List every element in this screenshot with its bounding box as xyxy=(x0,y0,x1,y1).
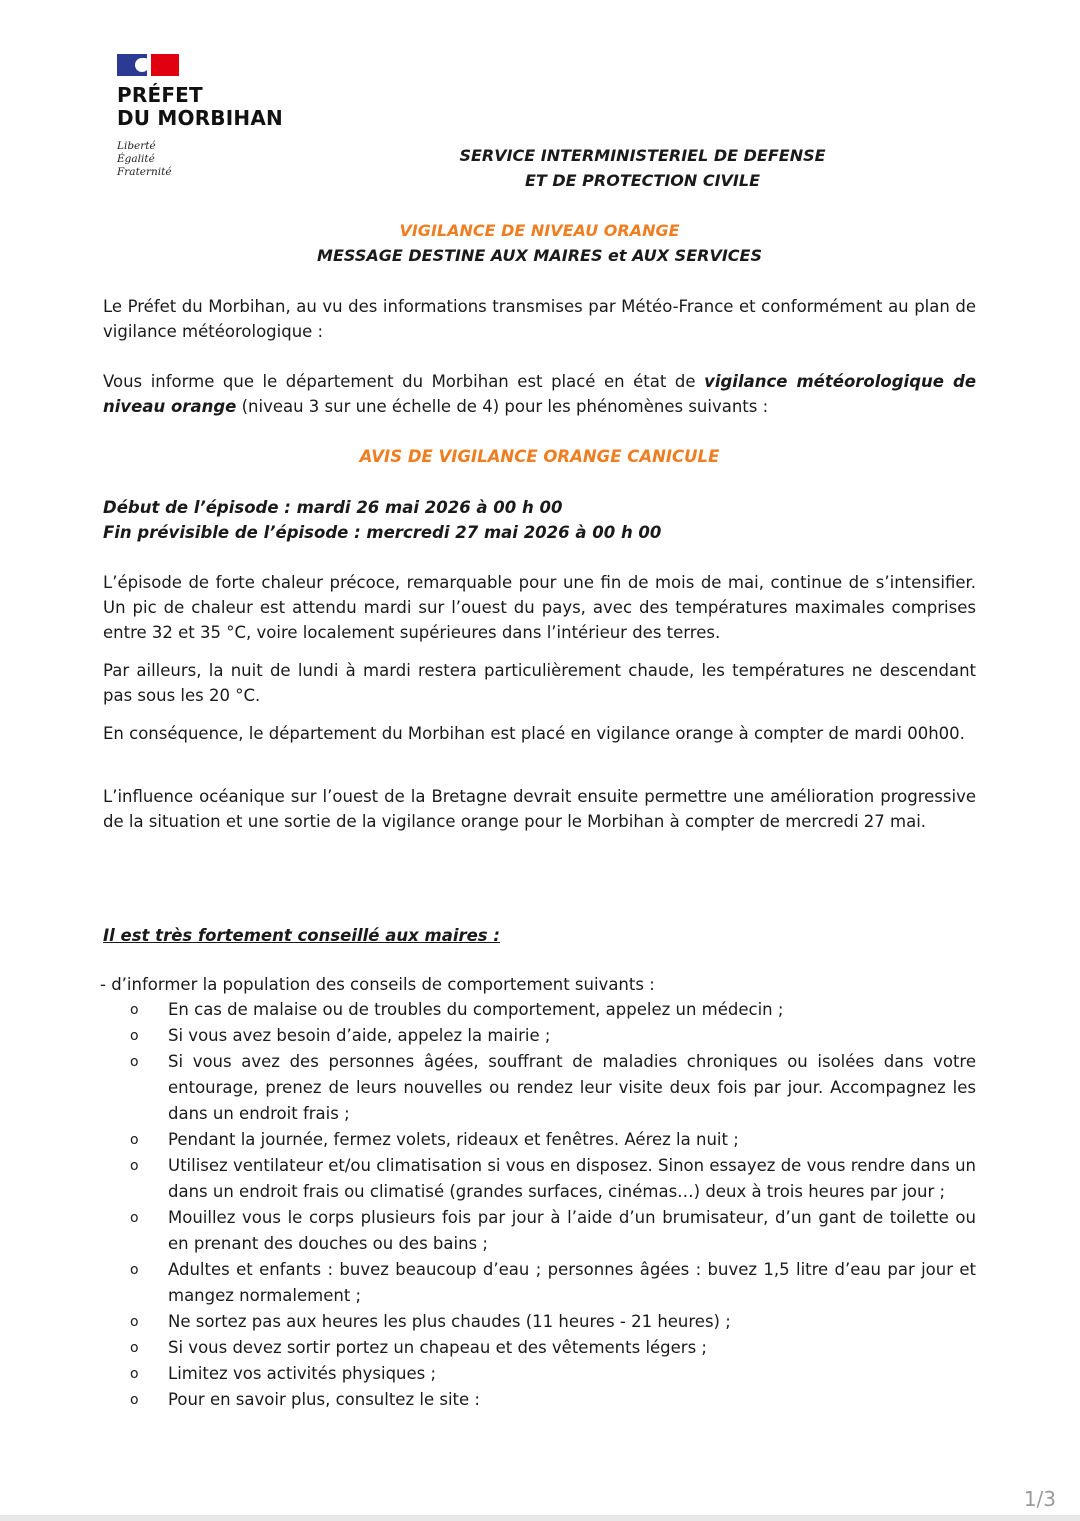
message-recipients: MESSAGE DESTINE AUX MAIRES et AUX SERVICES xyxy=(317,246,762,265)
bullet-icon: o xyxy=(130,1002,139,1018)
intro-p2-bold: vigilance météorologique de niveau orange xyxy=(103,372,977,416)
advice-item-text: Adultes et enfants : buvez beaucoup d’eau ; personnes âgées : buvez 1,5 litre d’eau par jour et mangez normalement ; xyxy=(168,1260,976,1305)
bullet-icon: o xyxy=(130,1158,139,1174)
episode-dates xyxy=(103,495,976,545)
service-header xyxy=(400,143,885,193)
logo-line-2: DU MORBIHAN xyxy=(117,106,283,130)
bullet-icon: o xyxy=(130,1132,139,1148)
republic-flag-icon xyxy=(117,54,179,76)
advice-item-text: Si vous avez des personnes âgées, souffrant de maladies chroniques ou isolées dans votre entourage, prenez de leurs nouvelles ou rendez leur visite deux fois par jour. Accompagnez les dans un endroit frais ; xyxy=(168,1052,976,1123)
advice-item-text: Ne sortez pas aux heures les plus chaudes (11 heures - 21 heures) ; xyxy=(168,1312,731,1331)
logo-line-1: PRÉFET xyxy=(117,83,203,107)
advice-item xyxy=(103,1049,976,1127)
advice-item xyxy=(103,1335,976,1361)
advice-heading: Il est très fortement conseillé aux maires : xyxy=(103,926,500,945)
bullet-icon: o xyxy=(130,1392,139,1408)
prefecture-logo xyxy=(117,54,317,179)
intro-p2-end: (niveau 3 sur une échelle de 4) pour les phénomènes suivants : xyxy=(236,397,769,416)
motto-fraternite: Fraternité xyxy=(117,166,172,178)
bullet-icon: o xyxy=(130,1262,139,1278)
advice-item xyxy=(103,1361,976,1387)
body-paragraph-4: L’influence océanique sur l’ouest de la Bretagne devrait ensuite permettre une amélioration progressive de la situation et une sortie de la vigilance orange pour le Morbihan à compter de mercredi 27 mai. xyxy=(103,787,976,831)
advice-item-text: Pendant la journée, fermez volets, rideaux et fenêtres. Aérez la nuit ; xyxy=(168,1130,739,1149)
advice-item-text: Mouillez vous le corps plusieurs fois par jour à l’aide d’un brumisateur, d’un gant de toilette ou en prenant des douches ou des bains ; xyxy=(168,1208,976,1253)
advice-item xyxy=(103,1153,976,1205)
intro-p2-start: Vous informe que le département du Morbihan est placé en état de xyxy=(103,372,705,391)
advice-item-text: En cas de malaise ou de troubles du comportement, appelez un médecin ; xyxy=(168,1000,784,1019)
intro-paragraph-2 xyxy=(103,369,976,419)
bullet-icon: o xyxy=(130,1054,139,1070)
page-indicator: 1/3 xyxy=(1023,1487,1056,1511)
bullet-icon: o xyxy=(130,1366,139,1382)
service-header-line-2: ET DE PROTECTION CIVILE xyxy=(524,171,760,190)
advice-item xyxy=(103,1127,976,1153)
advice-item-text: Utilisez ventilateur et/ou climatisation si vous en disposez. Sinon essayez de vous rendre dans un dans un endroit frais ou climatisé (grandes surfaces, cinémas…) deux à trois heures par jour ; xyxy=(168,1156,976,1201)
avis-title: AVIS DE VIGILANCE ORANGE CANICULE xyxy=(359,447,720,466)
advice-list xyxy=(103,997,976,1413)
advice-item-text: Pour en savoir plus, consultez le site : xyxy=(168,1390,480,1409)
advice-list-container xyxy=(103,997,976,1413)
body-paragraph-2: Par ailleurs, la nuit de lundi à mardi restera particulièrement chaude, les températures ne descendant pas sous les 20 °C. xyxy=(103,661,976,705)
document-title xyxy=(103,218,976,268)
advice-item xyxy=(103,997,976,1023)
bottom-scrollbar-track xyxy=(0,1515,1080,1521)
advice-item-text: Si vous avez besoin d’aide, appelez la mairie ; xyxy=(168,1026,551,1045)
advice-item xyxy=(103,1257,976,1309)
bullet-icon: o xyxy=(130,1210,139,1226)
bullet-icon: o xyxy=(130,1314,139,1330)
advice-item-text: Limitez vos activités physiques ; xyxy=(168,1364,437,1383)
episode-start: Début de l’épisode : mardi 26 mai 2026 à 00 h 00 xyxy=(103,498,563,517)
advice-item xyxy=(103,1023,976,1049)
service-header-line-1: SERVICE INTERMINISTERIEL DE DEFENSE xyxy=(459,146,826,165)
body-paragraph-1: L’épisode de forte chaleur précoce, remarquable pour une fin de mois de mai, continue de s’intensifier. Un pic de chaleur est attendu mardi sur l’ouest du pays, avec des températures maximales comprises entre 32 et 35 °C, voire localement supérieures dans l’intérieur des terres. xyxy=(103,573,976,642)
advice-item xyxy=(103,1309,976,1335)
motto-egalite: Égalité xyxy=(117,153,155,165)
republic-motto xyxy=(117,140,317,179)
body-paragraph-3: En conséquence, le département du Morbihan est placé en vigilance orange à compter de mardi 00h00. xyxy=(103,724,965,743)
advice-lead: - d’informer la population des conseils de comportement suivants : xyxy=(100,975,655,994)
bullet-icon: o xyxy=(130,1028,139,1044)
bullet-icon: o xyxy=(130,1340,139,1356)
advice-item-text: Si vous devez sortir portez un chapeau et des vêtements légers ; xyxy=(168,1338,707,1357)
motto-liberte: Liberté xyxy=(117,140,156,152)
advice-item xyxy=(103,1387,976,1413)
logo-title xyxy=(117,84,317,130)
intro-paragraph-1: Le Préfet du Morbihan, au vu des informations transmises par Météo-France et conformément au plan de vigilance météorologique : xyxy=(103,297,976,341)
advice-item xyxy=(103,1205,976,1257)
episode-end: Fin prévisible de l’épisode : mercredi 27 mai 2026 à 00 h 00 xyxy=(103,523,662,542)
vigilance-title: VIGILANCE DE NIVEAU ORANGE xyxy=(399,221,680,240)
